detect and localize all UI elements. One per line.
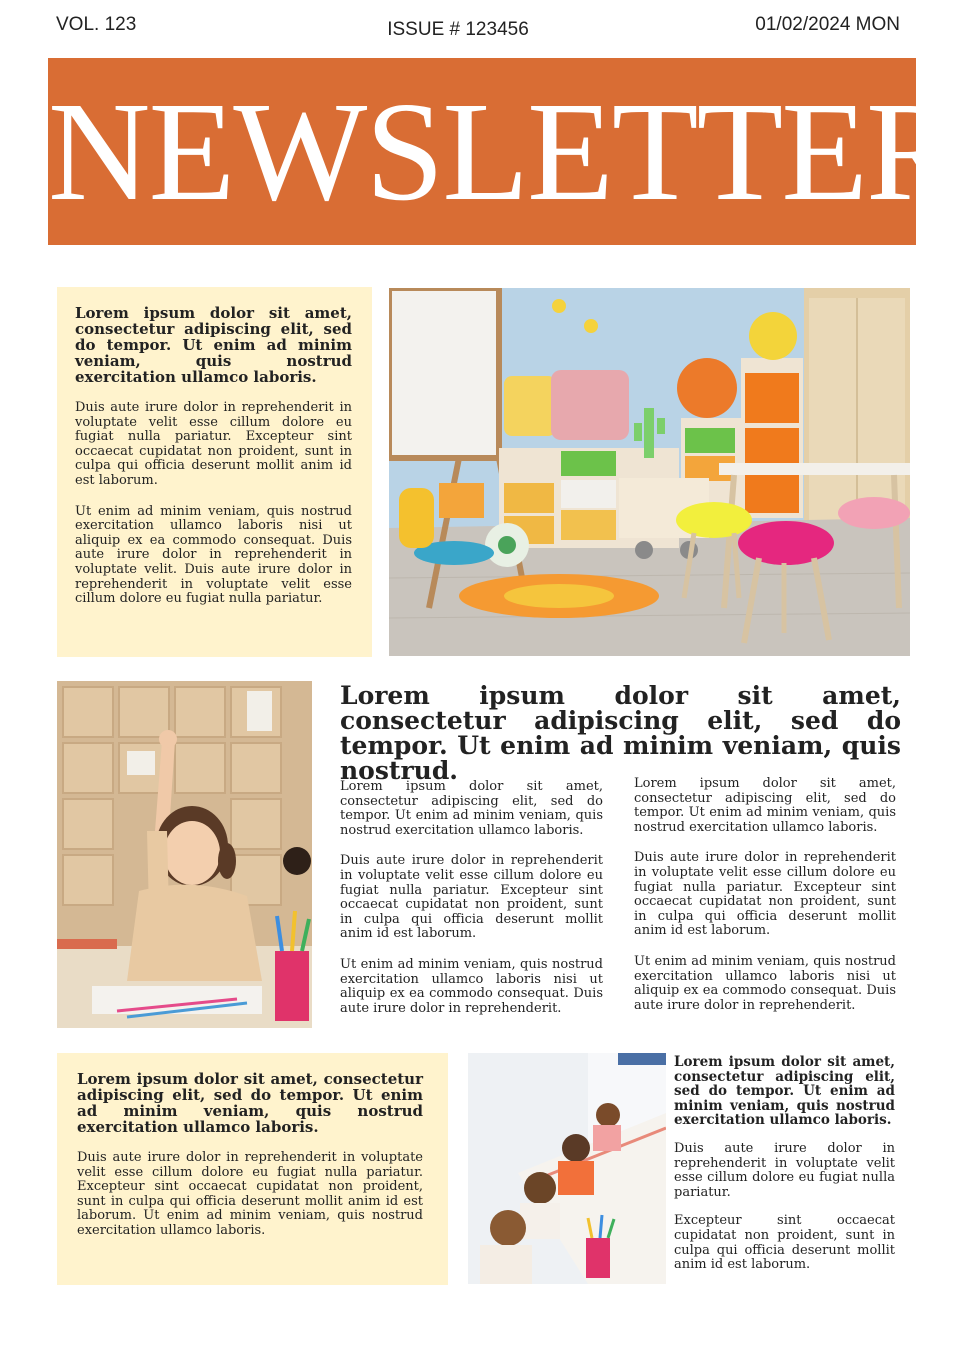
feature-lead: Lorem ipsum dolor sit amet, consectetur adipiscing elit, sed do tempor. Ut enim ad minim veniam, quis nostrud exercitation ullamco laboris. [75, 304, 352, 386]
feature-paragraph: Ut enim ad minim veniam, quis nostrud exercitation ullamco laboris nisi ut aliquip ex ea commodo consequat. Duis aute irure dolor in reprehenderit in voluptate velit. Duis aute irure dolor in reprehenderit in voluptate velit esse cillum dolore eu fugiat nulla pariatur. [75, 503, 352, 607]
feature-panel-top [57, 287, 372, 657]
newsletter-title: NEWSLETTER [48, 72, 959, 230]
issue-date: 01/02/2024 MON [755, 14, 900, 35]
article-paragraph: Ut enim ad minim veniam, quis nostrud exercitation ullamco laboris nisi ut aliquip ex ea commodo consequat. Duis aute irure dolor in reprehenderit. [634, 953, 896, 1013]
sidebar-paragraph: Duis aute irure dolor in reprehenderit in voluptate velit esse cillum dolore eu fugiat nulla pariatur. [674, 1140, 895, 1200]
article-paragraph: Duis aute irure dolor in reprehenderit in voluptate velit esse cillum dolore eu fugiat nulla pariatur. Excepteur sint occaecat cupidatat non proident, sunt in culpa qui officia deserunt mollit anim id est laborum. [340, 853, 603, 942]
sidebar-paragraph: Excepteur sint occaecat cupidatat non proident, sunt in culpa qui officia deserunt mollit anim id est laborum. [674, 1213, 895, 1273]
article-paragraph: Lorem ipsum dolor sit amet, consectetur adipiscing elit, sed do tempor. Ut enim ad minim veniam, quis nostrud exercitation ullamco laboris. [634, 776, 896, 835]
main-headline: Lorem ipsum dolor sit amet, consectetur adipiscing elit, sed do tempor. Ut enim ad minim veniam, quis nostrud. [340, 681, 901, 785]
student-raising-hand-photo [57, 681, 312, 1028]
classroom-photo [389, 288, 910, 656]
feature-paragraph: Duis aute irure dolor in reprehenderit in voluptate velit esse cillum dolore eu fugiat nulla pariatur. Excepteur sint occaecat cupidatat non proident, sunt in culpa qui officia deserunt mollit anim id est laborum. Ut enim ad minim veniam, quis nostrud exercitation ullamco laboris. [77, 1150, 423, 1238]
feature-paragraph: Duis aute irure dolor in reprehenderit in voluptate velit esse cillum dolore eu fugiat nulla pariatur. Excepteur sint occaecat cupidatat non proident, sunt in culpa qui officia deserunt mollit anim id est laborum. [75, 400, 352, 488]
sidebar-article [674, 1055, 895, 1287]
children-drawing-photo [468, 1053, 666, 1284]
article-paragraph: Lorem ipsum dolor sit amet, consectetur adipiscing elit, sed do tempor. Ut enim ad minim veniam, quis nostrud exercitation ullamco laboris. [340, 779, 603, 838]
volume-label: VOL. 123 [56, 14, 137, 35]
article-column-right [634, 777, 896, 1029]
article-paragraph: Duis aute irure dolor in reprehenderit in voluptate velit esse cillum dolore eu fugiat nulla pariatur. Excepteur sint occaecat cupidatat non proident, sunt in culpa qui officia deserunt mollit anim id est laborum. [634, 850, 896, 939]
feature-lead: Lorem ipsum dolor sit amet, consectetur adipiscing elit, sed do tempor. Ut enim ad minim veniam, quis nostrud exercitation ullamco laboris. [77, 1070, 423, 1136]
article-column-left [340, 780, 603, 1032]
issue-number: ISSUE # 123456 [387, 19, 529, 40]
article-paragraph: Ut enim ad minim veniam, quis nostrud exercitation ullamco laboris nisi ut aliquip ex ea commodo consequat. Duis aute irure dolor in reprehenderit. [340, 956, 603, 1016]
feature-panel-bottom [57, 1053, 448, 1285]
sidebar-lead: Lorem ipsum dolor sit amet, consectetur adipiscing elit, sed do tempor. Ut enim ad minim veniam, quis nostrud exercitation ullamco laboris. [674, 1054, 895, 1129]
masthead-banner [48, 58, 959, 245]
